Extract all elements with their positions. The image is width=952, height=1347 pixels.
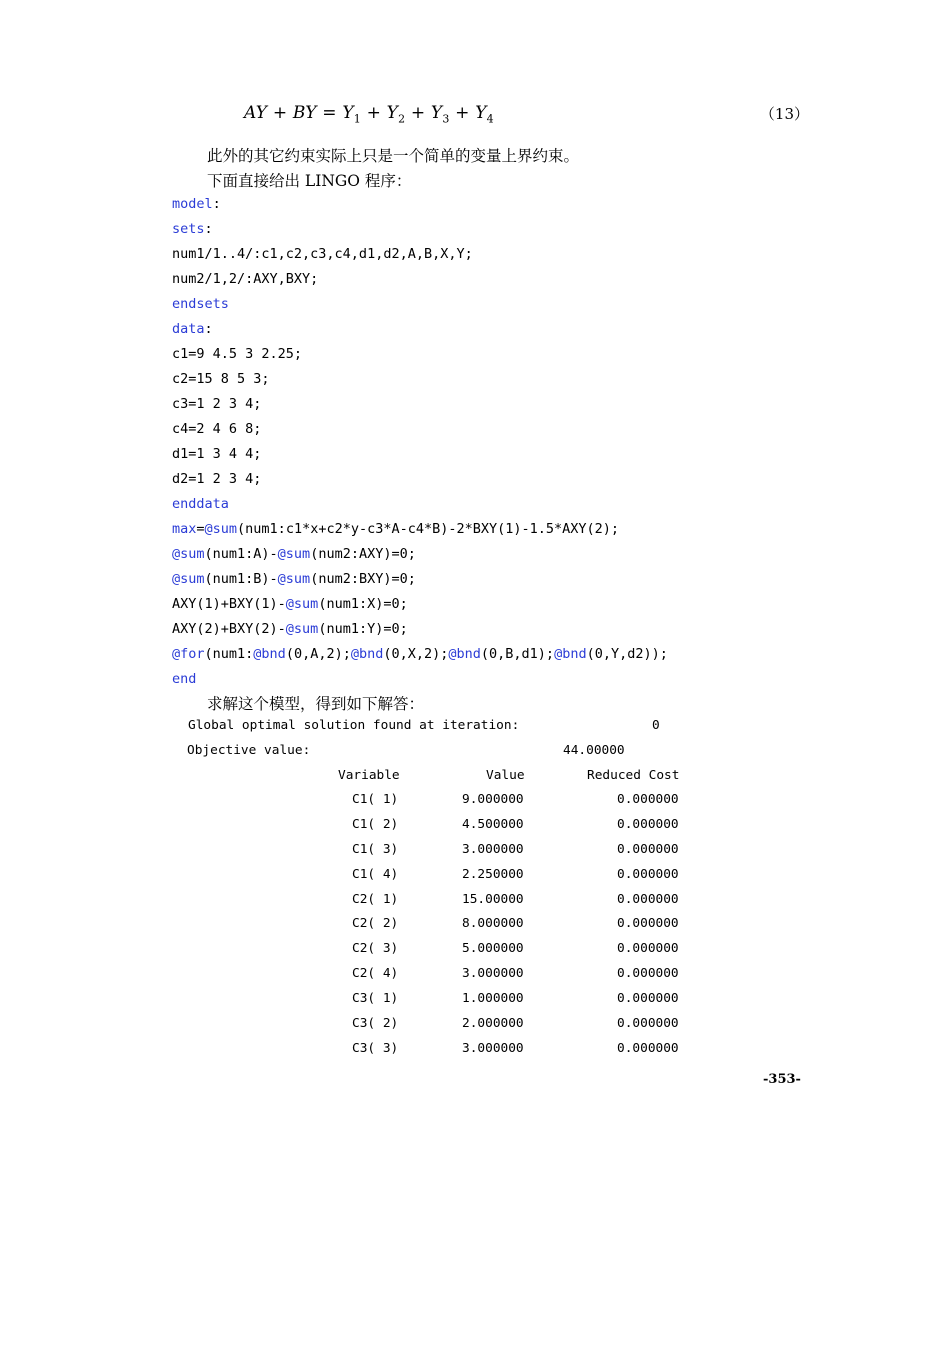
code-keyword: @sum [285,621,319,637]
code-line: c4=2 4 6 8; [172,421,262,437]
page-number: -353- [763,1072,801,1087]
cell-value: 5.000000 [462,941,524,957]
code-text: (num1:Y)=0; [318,621,408,637]
code-text: (num1:A)- [204,546,278,562]
code-keyword: @bnd [350,646,384,662]
code-line [172,617,668,642]
equation-subscript: 3 [442,112,450,126]
table-row [0,1041,952,1066]
global-solution-iteration: 0 [652,718,660,733]
equation-subscript: 2 [398,112,406,126]
table-row [0,941,952,966]
code-text: (0,A,2); [285,646,351,662]
code-keyword: @sum [285,596,319,612]
cell-variable: C2( 4) [352,966,399,982]
equation-term: + Y [449,103,487,123]
objective-label: Objective value: [187,743,311,758]
cell-value: 15.00000 [462,891,524,907]
cell-value: 3.000000 [462,966,524,982]
cell-variable: C1( 2) [352,816,399,832]
code-line: enddata [172,496,229,512]
code-text: AXY(1)+BXY(1)- [172,596,286,612]
cell-reduced-cost: 0.000000 [617,891,679,907]
lingo-code-block [172,192,668,692]
table-row [0,991,952,1016]
cell-value: 1.000000 [462,991,524,1007]
column-header-value: Value [486,768,525,783]
table-row [0,792,952,817]
column-header-variable: Variable [338,768,400,783]
cell-reduced-cost: 0.000000 [617,841,679,857]
code-line: num1/1..4/:c1,c2,c3,c4,d1,d2,A,B,X,Y; [172,246,473,262]
column-header-reduced-cost: Reduced Cost [587,768,680,783]
code-text: = [196,521,205,537]
cell-variable: C1( 1) [352,792,399,807]
cell-variable: C1( 4) [352,866,399,882]
cell-value: 2.250000 [462,866,524,882]
code-text: (0,Y,d2)); [586,646,668,662]
code-line [172,592,668,617]
code-keyword: @sum [277,546,311,562]
code-line: d2=1 2 3 4; [172,471,262,487]
cell-reduced-cost: 0.000000 [617,966,679,982]
code-line: num2/1,2/:AXY,BXY; [172,271,319,287]
table-row [0,916,952,941]
equation-term: + Y [405,103,443,123]
cell-variable: C2( 3) [352,941,399,957]
code-text: : [204,321,213,337]
code-line [172,317,668,342]
cell-variable: C2( 2) [352,916,399,932]
cell-value: 4.500000 [462,816,524,832]
cell-reduced-cost: 0.000000 [617,991,679,1007]
paragraph-program-intro: 下面直接给出 LINGO 程序： [207,172,412,190]
code-keyword: sets [172,221,205,237]
code-keyword: @bnd [554,646,587,662]
global-solution-label: Global optimal solution found at iteration: [188,718,520,733]
equation-subscript: 1 [353,112,361,126]
code-line [172,642,668,667]
code-keyword: @bnd [448,646,481,662]
code-keyword: @sum [172,571,205,587]
results-table [0,792,952,1066]
cell-reduced-cost: 0.000000 [617,866,679,882]
table-row [0,817,952,842]
equation-lhs: AY + BY = [244,103,343,123]
cell-variable: C2( 1) [352,891,399,907]
equation-number: （13） [759,105,809,123]
cell-variable: C3( 1) [352,991,399,1007]
code-line [172,217,668,242]
paragraph-constraint-note: 此外的其它约束实际上只是一个简单的变量上界约束。 [207,147,580,165]
code-text: (num2:AXY)=0; [310,546,416,562]
cell-reduced-cost: 0.000000 [617,916,679,932]
cell-variable: C1( 3) [352,841,399,857]
code-keyword: @bnd [253,646,286,662]
equation-13 [244,103,809,129]
table-row [0,842,952,867]
code-line [172,542,668,567]
objective-value: 44.00000 [563,743,625,758]
code-line: c2=15 8 5 3; [172,371,270,387]
table-row [0,966,952,991]
paragraph-solution-intro: 求解这个模型，得到如下解答： [207,695,425,713]
equation-term: Y [342,103,354,123]
code-keyword: data [172,321,205,337]
table-row [0,867,952,892]
code-keyword: @sum [204,521,238,537]
code-text: : [212,196,221,212]
code-text: (num1:X)=0; [318,596,408,612]
code-line [172,517,668,542]
code-text: : [204,221,213,237]
cell-value: 8.000000 [462,916,524,932]
cell-variable: C3( 3) [352,1040,399,1056]
code-text: (0,B,d1); [480,646,555,662]
cell-variable: C3( 2) [352,1016,399,1032]
cell-reduced-cost: 0.000000 [617,816,679,832]
code-line: endsets [172,296,229,312]
code-line: c3=1 2 3 4; [172,396,262,412]
cell-value: 9.000000 [462,792,524,807]
cell-value: 3.000000 [462,841,524,857]
cell-reduced-cost: 0.000000 [617,1016,679,1032]
code-text: (0,X,2); [383,646,449,662]
cell-reduced-cost: 0.000000 [617,941,679,957]
code-line: c1=9 4.5 3 2.25; [172,346,303,362]
code-keyword: @sum [277,571,311,587]
equation-term: + Y [360,103,399,123]
code-text: (num2:BXY)=0; [310,571,416,587]
code-keyword: @for [172,646,205,662]
equation-subscript: 4 [486,112,494,126]
code-text: AXY(2)+BXY(2)- [172,621,286,637]
code-line: d1=1 3 4 4; [172,446,262,462]
code-text: (num1:B)- [204,571,278,587]
code-keyword: @sum [172,546,205,562]
code-text: (num1: [204,646,254,662]
code-keyword: max [172,521,197,537]
cell-value: 2.000000 [462,1016,524,1032]
code-line: end [172,671,197,687]
cell-reduced-cost: 0.000000 [617,1040,679,1056]
cell-reduced-cost: 0.000000 [617,792,679,807]
code-text: (num1:c1*x+c2*y-c3*A-c4*B)-2*BXY(1)-1.5*AXY(2); [237,521,620,537]
code-line [172,567,668,592]
code-keyword: model [172,196,213,212]
cell-value: 3.000000 [462,1040,524,1056]
equation-formula [244,103,494,125]
code-line [172,192,668,217]
table-row [0,1016,952,1041]
table-row [0,892,952,917]
